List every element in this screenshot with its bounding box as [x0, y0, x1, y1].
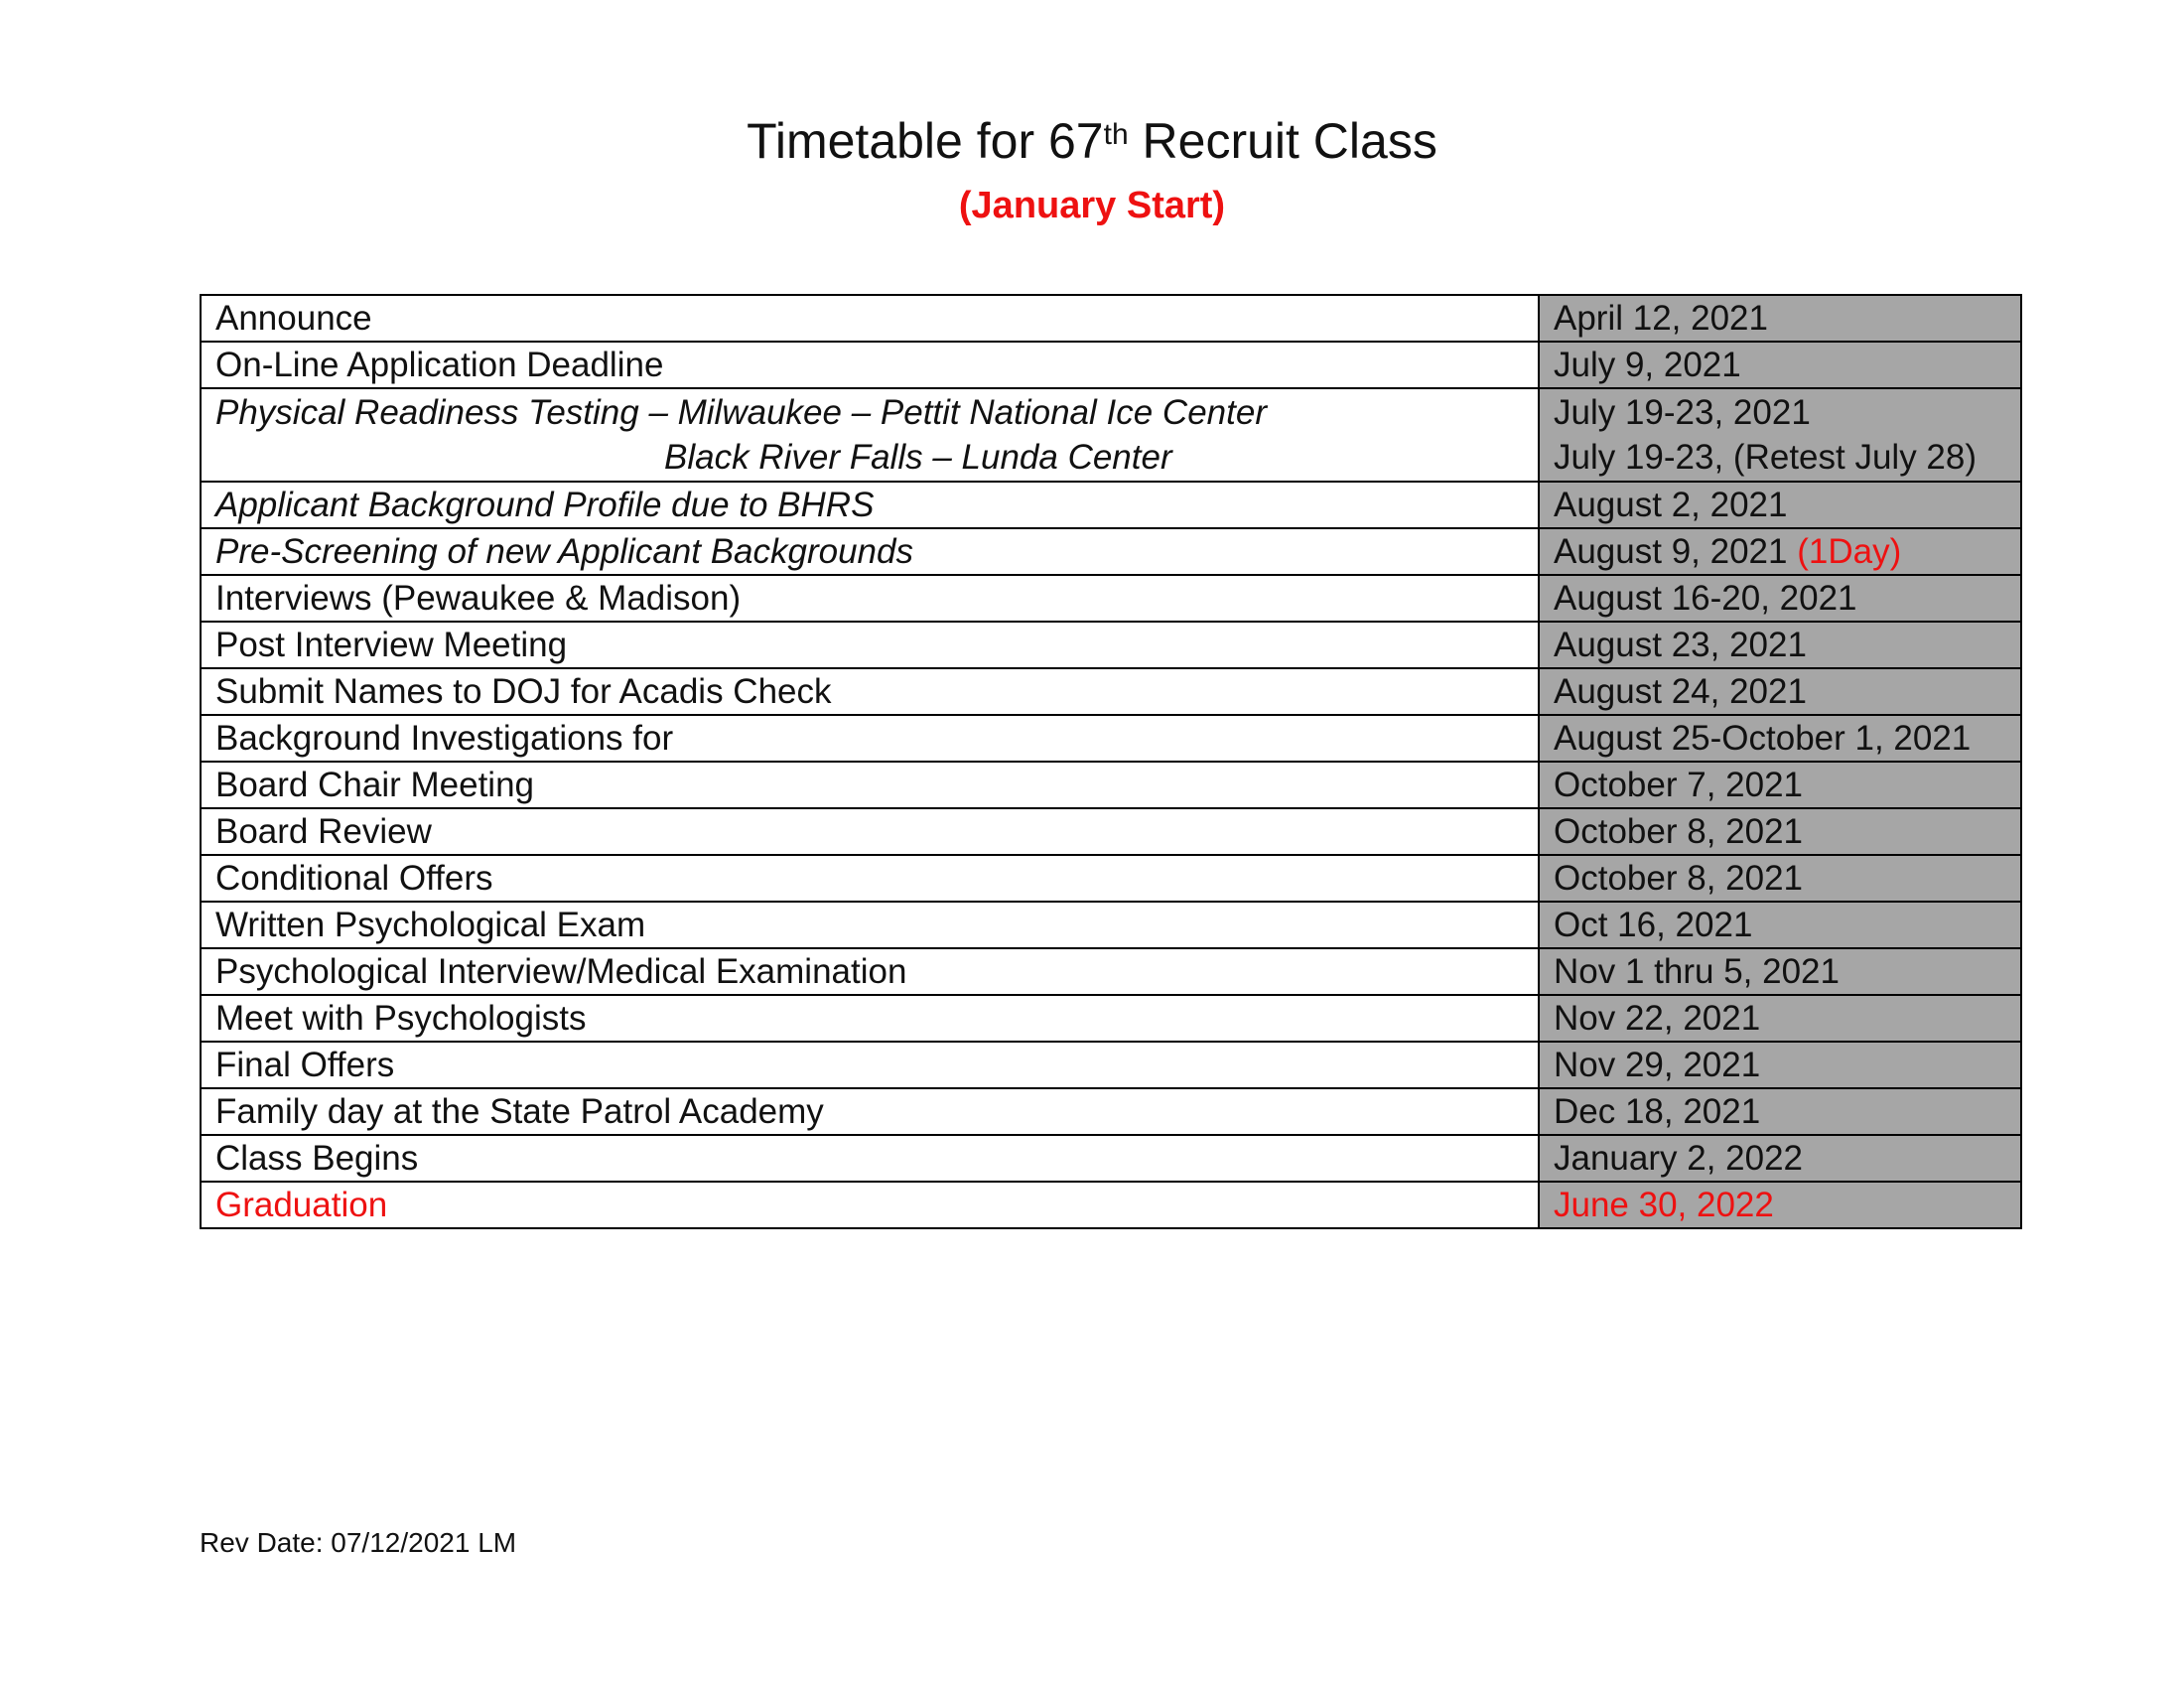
date-cell: October 8, 2021 — [1539, 808, 2021, 855]
date-text: August 9, 2021 — [1554, 532, 1788, 571]
page-subtitle: (January Start) — [958, 185, 1226, 226]
event-cell: Applicant Background Profile due to BHRS — [201, 482, 1539, 528]
table-row — [201, 855, 2021, 902]
event-cell: Family day at the State Patrol Academy — [201, 1088, 1539, 1135]
date-cell: August 25-October 1, 2021 — [1539, 715, 2021, 762]
table-row — [201, 668, 2021, 715]
date-cell: Dec 18, 2021 — [1539, 1088, 2021, 1135]
date-cell — [1539, 528, 2021, 575]
event-cell: Post Interview Meeting — [201, 622, 1539, 668]
date-cell: August 23, 2021 — [1539, 622, 2021, 668]
table-row — [201, 715, 2021, 762]
event-cell: Announce — [201, 295, 1539, 342]
revision-date: Rev Date: 07/12/2021 LM — [200, 1527, 517, 1558]
event-cell: Meet with Psychologists — [201, 995, 1539, 1042]
page-title — [0, 111, 2184, 171]
date-cell: April 12, 2021 — [1539, 295, 2021, 342]
title-main: Timetable for 67 — [747, 113, 1104, 169]
table-row — [201, 902, 2021, 948]
date-note: (1Day) — [1797, 532, 1902, 571]
event-cell: Board Review — [201, 808, 1539, 855]
event-cell: Conditional Offers — [201, 855, 1539, 902]
event-cell: Board Chair Meeting — [201, 762, 1539, 808]
date-cell: October 8, 2021 — [1539, 855, 2021, 902]
table-row — [201, 1135, 2021, 1182]
date-cell: Nov 1 thru 5, 2021 — [1539, 948, 2021, 995]
event-cell — [201, 388, 1539, 482]
date-cell: October 7, 2021 — [1539, 762, 2021, 808]
table-row — [201, 388, 2021, 482]
date-cell: Oct 16, 2021 — [1539, 902, 2021, 948]
title-superscript: th — [1103, 118, 1129, 151]
date-cell: Nov 29, 2021 — [1539, 1042, 2021, 1088]
table-row — [201, 1182, 2021, 1228]
table-row — [201, 995, 2021, 1042]
date-cell: August 16-20, 2021 — [1539, 575, 2021, 622]
date-cell: Nov 22, 2021 — [1539, 995, 2021, 1042]
date-line-2: July 19-23, (Retest July 28) — [1554, 438, 1978, 477]
date-cell: July 9, 2021 — [1539, 342, 2021, 388]
table-row — [201, 948, 2021, 995]
event-cell: Written Psychological Exam — [201, 902, 1539, 948]
timetable — [200, 294, 2022, 1229]
date-cell: January 2, 2022 — [1539, 1135, 2021, 1182]
table-row — [201, 622, 2021, 668]
table-row — [201, 295, 2021, 342]
date-cell — [1539, 388, 2021, 482]
title-rest: Recruit Class — [1128, 113, 1437, 169]
event-cell: Psychological Interview/Medical Examination — [201, 948, 1539, 995]
event-cell: Submit Names to DOJ for Acadis Check — [201, 668, 1539, 715]
event-cell: Interviews (Pewaukee & Madison) — [201, 575, 1539, 622]
table-row — [201, 1088, 2021, 1135]
graduation-event-cell: Graduation — [201, 1182, 1539, 1228]
date-cell: August 24, 2021 — [1539, 668, 2021, 715]
event-cell: On-Line Application Deadline — [201, 342, 1539, 388]
event-line-1: Physical Readiness Testing – Milwaukee – Pettit National Ice Center — [215, 393, 1267, 432]
table-row — [201, 528, 2021, 575]
date-line-1: July 19-23, 2021 — [1554, 393, 1811, 432]
event-cell: Background Investigations for — [201, 715, 1539, 762]
table-row — [201, 1042, 2021, 1088]
graduation-date-cell: June 30, 2022 — [1539, 1182, 2021, 1228]
table-row — [201, 575, 2021, 622]
event-cell: Class Begins — [201, 1135, 1539, 1182]
event-cell: Final Offers — [201, 1042, 1539, 1088]
event-line-2: Black River Falls – Lunda Center — [664, 438, 1172, 477]
date-cell: August 2, 2021 — [1539, 482, 2021, 528]
table-row — [201, 762, 2021, 808]
event-cell: Pre-Screening of new Applicant Backgrounds — [201, 528, 1539, 575]
table-row — [201, 482, 2021, 528]
table-row — [201, 808, 2021, 855]
table-row — [201, 342, 2021, 388]
